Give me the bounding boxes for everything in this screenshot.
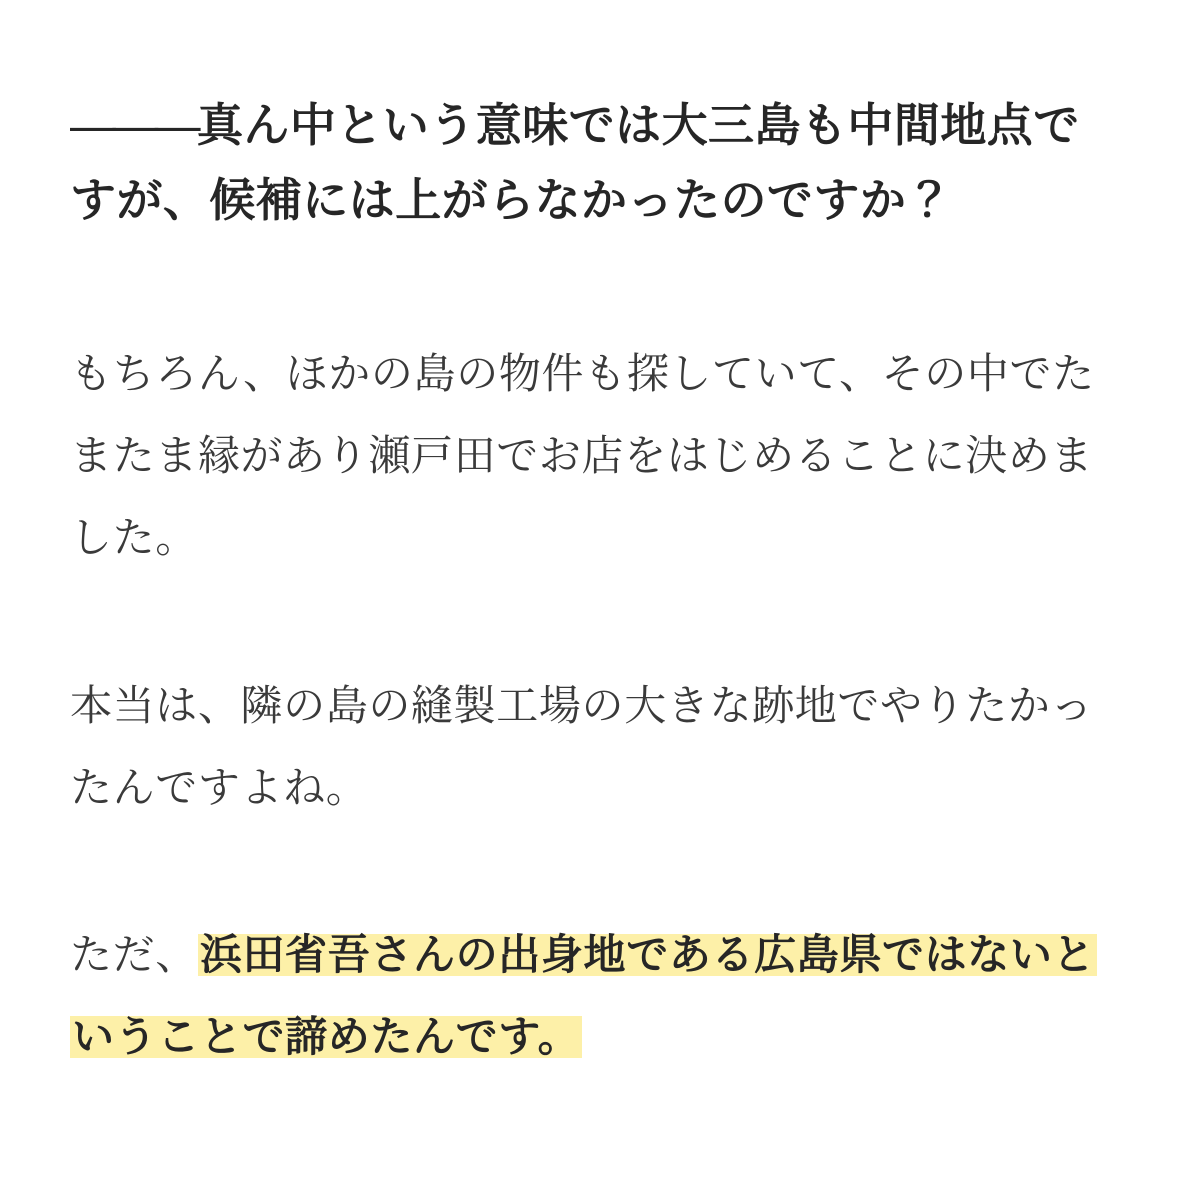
interview-question-heading (70, 88, 1109, 237)
highlighted-text: 浜田省吾さんの出身地である広島県ではないということで諦めたんです。 (72, 931, 1096, 1061)
paragraph-2: 本当は、隣の島の縫製工場の大きな跡地でやりたかったんですよね。 (70, 681, 1094, 811)
paragraph-1: もちろん、ほかの島の物件も探していて、その中でたまたま縁があり瀬戸田でお店をはじめることに決めました。 (70, 350, 1095, 561)
em-dash-prefix: ——— (70, 99, 197, 151)
question-text: 真ん中という意味では大三島も中間地点ですが、候補には上がらなかったのですか？ (70, 99, 1080, 226)
paragraph-3 (70, 914, 1109, 1078)
paragraph-3-lead: ただ、 (70, 931, 198, 979)
